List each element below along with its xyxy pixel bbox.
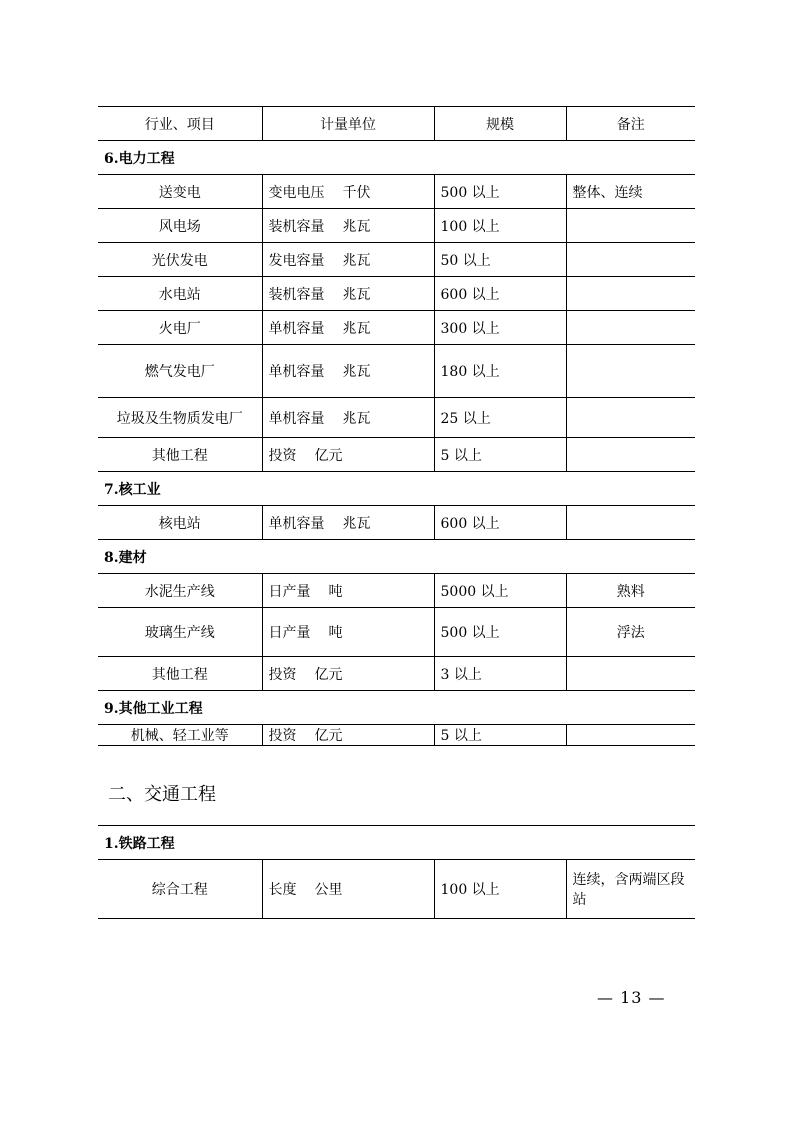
unit-label: 兆瓦 — [342, 364, 371, 380]
header-unit: 计量单位 — [262, 107, 434, 141]
note-cell — [566, 345, 695, 398]
note-cell — [566, 438, 695, 472]
unit-label: 兆瓦 — [342, 252, 371, 269]
unit-label: 吨 — [328, 583, 343, 600]
unit-cell — [262, 311, 434, 345]
table-row — [98, 243, 695, 277]
note-cell: 连续，含两端区段站 — [566, 860, 695, 919]
unit-label: 兆瓦 — [342, 410, 371, 427]
section-row — [98, 540, 695, 574]
note-cell — [566, 311, 695, 345]
unit-label: 亿元 — [314, 666, 343, 683]
item-cell: 其他工程 — [98, 438, 262, 472]
unit-cell — [262, 175, 434, 209]
table-row — [98, 209, 695, 243]
item-cell: 送变电 — [98, 175, 262, 209]
measure-label: 发电容量 — [268, 252, 325, 269]
table-row — [98, 506, 695, 540]
unit-cell — [262, 608, 434, 657]
measure-label: 日产量 — [268, 625, 311, 641]
item-cell: 核电站 — [98, 506, 262, 540]
scale-cell: 25 以上 — [434, 398, 566, 438]
unit-label: 吨 — [328, 625, 343, 641]
unit-cell — [262, 209, 434, 243]
item-cell: 水泥生产线 — [98, 574, 262, 608]
section-title: 8.建材 — [98, 540, 695, 574]
unit-label: 兆瓦 — [342, 320, 371, 337]
item-cell: 玻璃生产线 — [98, 608, 262, 657]
scale-cell: 180 以上 — [434, 345, 566, 398]
item-cell: 综合工程 — [98, 860, 262, 919]
table-row — [98, 438, 695, 472]
scale-cell: 50 以上 — [434, 243, 566, 277]
unit-cell — [262, 725, 434, 746]
item-cell: 燃气发电厂 — [98, 345, 262, 398]
unit-cell — [262, 574, 434, 608]
page-number: — 13 — — [597, 988, 666, 1007]
section-title: 7.核工业 — [98, 472, 695, 506]
unit-label: 亿元 — [314, 447, 343, 464]
section-title: 6.电力工程 — [98, 141, 695, 175]
scale-cell: 3 以上 — [434, 657, 566, 691]
table-row — [98, 398, 695, 438]
section-row — [98, 691, 695, 725]
scale-cell: 600 以上 — [434, 506, 566, 540]
item-cell: 火电厂 — [98, 311, 262, 345]
unit-cell — [262, 860, 434, 919]
section-row — [98, 826, 695, 860]
header-note: 备注 — [566, 107, 695, 141]
projects-table — [98, 106, 695, 746]
transport-table — [98, 825, 695, 919]
item-cell: 光伏发电 — [98, 243, 262, 277]
measure-label: 投资 — [268, 728, 297, 744]
note-cell — [566, 277, 695, 311]
section-row — [98, 141, 695, 175]
measure-label: 单机容量 — [268, 364, 325, 380]
unit-cell — [262, 438, 434, 472]
unit-label: 亿元 — [314, 728, 343, 744]
unit-cell — [262, 506, 434, 540]
item-cell: 水电站 — [98, 277, 262, 311]
table-row — [98, 860, 695, 919]
unit-cell — [262, 277, 434, 311]
item-cell: 风电场 — [98, 209, 262, 243]
measure-label: 装机容量 — [268, 286, 325, 303]
measure-label: 日产量 — [268, 583, 311, 600]
scale-cell: 5 以上 — [434, 438, 566, 472]
note-cell — [566, 506, 695, 540]
unit-label: 兆瓦 — [342, 218, 371, 235]
unit-cell — [262, 243, 434, 277]
table-row — [98, 277, 695, 311]
scale-cell: 500 以上 — [434, 608, 566, 657]
table-row — [98, 311, 695, 345]
unit-cell — [262, 657, 434, 691]
measure-label: 装机容量 — [268, 218, 325, 235]
measure-label: 投资 — [268, 447, 297, 464]
table-row — [98, 725, 695, 746]
measure-label: 单机容量 — [268, 320, 325, 337]
table-row — [98, 175, 695, 209]
header-industry: 行业、项目 — [98, 107, 262, 141]
header-scale: 规模 — [434, 107, 566, 141]
scale-cell: 5000 以上 — [434, 574, 566, 608]
note-cell — [566, 243, 695, 277]
measure-label: 单机容量 — [268, 515, 325, 532]
note-cell — [566, 657, 695, 691]
unit-cell — [262, 345, 434, 398]
scale-cell: 5 以上 — [434, 725, 566, 746]
chapter-title: 二、交通工程 — [108, 784, 216, 805]
measure-label: 投资 — [268, 666, 297, 683]
table-row — [98, 345, 695, 398]
scale-cell: 100 以上 — [434, 860, 566, 919]
item-cell: 其他工程 — [98, 657, 262, 691]
measure-label: 单机容量 — [268, 410, 325, 427]
scale-cell: 600 以上 — [434, 277, 566, 311]
note-cell — [566, 725, 695, 746]
scale-cell: 100 以上 — [434, 209, 566, 243]
table-row — [98, 574, 695, 608]
unit-label: 兆瓦 — [342, 286, 371, 303]
table-row — [98, 608, 695, 657]
item-cell: 机械、轻工业等 — [98, 725, 262, 746]
section-row — [98, 472, 695, 506]
unit-label: 兆瓦 — [342, 515, 371, 532]
table-row — [98, 657, 695, 691]
note-cell: 浮法 — [566, 608, 695, 657]
measure-label: 变电电压 — [268, 184, 325, 201]
scale-cell: 300 以上 — [434, 311, 566, 345]
table-header-row — [98, 107, 695, 141]
scale-cell: 500 以上 — [434, 175, 566, 209]
note-cell: 熟料 — [566, 574, 695, 608]
measure-label: 长度 — [268, 882, 297, 898]
unit-label: 公里 — [314, 882, 343, 898]
note-cell — [566, 209, 695, 243]
section-title: 9.其他工业工程 — [98, 691, 695, 725]
section-title: 1.铁路工程 — [98, 826, 695, 860]
note-cell — [566, 398, 695, 438]
unit-cell — [262, 398, 434, 438]
note-cell: 整体、连续 — [566, 175, 695, 209]
unit-label: 千伏 — [342, 184, 371, 201]
item-cell: 垃圾及生物质发电厂 — [98, 398, 262, 438]
